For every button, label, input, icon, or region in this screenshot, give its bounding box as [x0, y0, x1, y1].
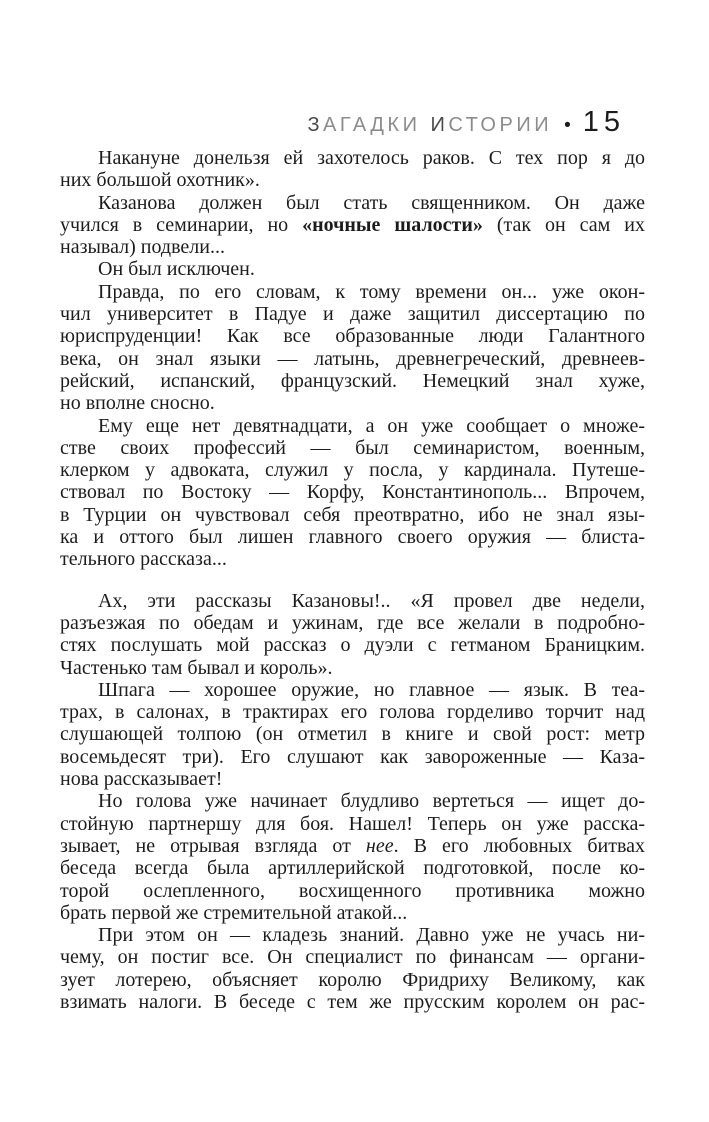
text-run: юриспруденции! Как все образованные люди Галантного	[60, 325, 645, 348]
text-line	[60, 679, 645, 701]
text-run: трах, в салонах, в трактирах его голова горделиво торчит над	[60, 701, 645, 724]
text-run: чему, он постиг все. Он специалист по финансам — органи-	[60, 946, 645, 969]
text-run: Но голова уже начинает блудливо вертеться — ищет до-	[98, 790, 645, 813]
text-line	[60, 526, 645, 548]
text-line	[60, 857, 645, 879]
paragraph	[60, 790, 645, 924]
text-run: взимать налоги. В беседе с тем же прусским королем он рас-	[60, 990, 645, 1013]
paragraph	[60, 679, 645, 790]
text-line	[60, 325, 645, 347]
text-line	[60, 258, 645, 280]
text-run: зует лотерею, объясняет королю Фридриху Великому, как	[60, 968, 645, 991]
text-run: торой ослепленного, восхищенного противника можно	[60, 879, 645, 902]
text-run: учился в семинарии, но	[60, 213, 303, 236]
text-line	[60, 835, 645, 857]
running-title-word1-initial: З	[307, 114, 324, 136]
text-line	[60, 991, 645, 1013]
text-line	[60, 657, 645, 679]
text-line	[60, 236, 645, 258]
text-run: нова рассказывает!	[60, 768, 223, 791]
paragraph	[60, 590, 645, 679]
page-number: 15	[582, 106, 625, 138]
text-run: (так он сам их	[482, 213, 645, 236]
text-run: тельного рассказа...	[60, 548, 227, 571]
text-line	[60, 590, 645, 612]
text-line	[60, 504, 645, 526]
text-run: зывает, не отрывая взгляда от	[60, 834, 366, 857]
text-line	[60, 348, 645, 370]
text-line	[60, 746, 645, 768]
text-run: Частенько там бывал и король».	[60, 656, 333, 679]
text-run: Шпага — хорошее оружие, но главное — язык. В теа-	[98, 678, 645, 701]
paragraph	[60, 924, 645, 1013]
text-run: ка и оттого был лишен главного своего оружия — блиста-	[60, 526, 645, 549]
text-run: Накануне донельзя ей захотелось раков. С тех пор я до	[98, 147, 645, 169]
text-line	[60, 548, 645, 570]
text-line	[60, 392, 645, 414]
text-line	[60, 924, 645, 946]
text-run: в Турции он чувствовал себя преотвратно, ибо не знал язы-	[60, 503, 645, 526]
text-line	[60, 701, 645, 723]
paragraph	[60, 258, 645, 280]
text-line	[60, 192, 645, 214]
text-line	[60, 281, 645, 303]
text-run: стойную партнершу для боя. Нашел! Теперь он уже расска-	[60, 812, 645, 835]
text-run: . В его любовных битвах	[393, 834, 645, 857]
running-title-word2-rest: СТОРИИ	[448, 114, 553, 136]
text-run: Ах, эти рассказы Казановы!.. «Я провел две недели,	[98, 589, 645, 612]
paragraph	[60, 192, 645, 259]
header-bullet-icon: •	[564, 115, 571, 136]
text-run: беседа всегда была артиллерийской подготовкой, после ко-	[60, 857, 645, 880]
text-line	[60, 768, 645, 790]
text-line	[60, 723, 645, 745]
text-line	[60, 481, 645, 503]
text-run: чил университет в Падуе и даже защитил диссертацию по	[60, 303, 645, 326]
text-line	[60, 169, 645, 191]
text-run: брать первой же стремительной атакой...	[60, 901, 408, 924]
text-line	[60, 634, 645, 656]
text-run: но вполне сносно.	[60, 392, 215, 415]
text-line	[60, 459, 645, 481]
text-run: стве своих профессий — был семинаристом, военным,	[60, 436, 645, 459]
text-line	[60, 214, 645, 236]
text-run: называл) подвели...	[60, 236, 225, 259]
text-line	[60, 790, 645, 812]
text-run: Он был исключен.	[98, 258, 255, 281]
text-line	[60, 813, 645, 835]
emphasis-text: нее	[365, 834, 394, 857]
running-title-word1-rest: АГАДКИ	[323, 114, 421, 136]
text-run: восемьдесят три). Его слушают как завороженные — Каза-	[60, 745, 645, 768]
paragraph	[60, 281, 645, 415]
text-line	[60, 415, 645, 437]
text-line	[60, 303, 645, 325]
text-line	[60, 147, 645, 169]
running-header	[307, 106, 625, 139]
bold-text: «ночные шалости»	[302, 213, 483, 236]
text-run: рейский, испанский, французский. Немецкий знал хуже,	[60, 369, 645, 392]
paragraph	[60, 147, 645, 192]
text-run: Ему еще нет девятнадцати, а он уже сообщает о множе-	[98, 414, 645, 437]
text-run: клерком у адвоката, служил у посла, у кардинала. Путеше-	[60, 459, 645, 482]
text-run: стях послушать мой рассказ о дуэли с гетманом Браницким.	[60, 634, 645, 657]
text-line	[60, 880, 645, 902]
paragraph	[60, 415, 645, 571]
text-run: ствовал по Востоку — Корфу, Константинополь... Впрочем,	[60, 481, 645, 504]
text-line	[60, 902, 645, 924]
text-run: разъезжая по обедам и ужинам, где все желали в подробно-	[60, 611, 645, 634]
text-line	[60, 370, 645, 392]
text-run: века, он знал языки — латынь, древнегреческий, древнеев-	[60, 347, 645, 370]
text-run: Казанова должен был стать священником. Он даже	[98, 191, 645, 214]
text-run: них большой охотник».	[60, 169, 260, 192]
text-line	[60, 437, 645, 459]
text-run: слушающей толпою (он отметил в книге и свой рост: метр	[60, 723, 645, 746]
text-run: При этом он — кладезь знаний. Давно уже не учась ни-	[98, 924, 645, 947]
text-run: Правда, по его словам, к тому времени он... уже окон-	[98, 280, 645, 303]
running-title	[307, 114, 552, 137]
running-title-word2-initial: И	[430, 114, 449, 136]
text-line	[60, 612, 645, 634]
text-line	[60, 969, 645, 991]
page-text	[60, 147, 645, 1013]
text-line	[60, 946, 645, 968]
